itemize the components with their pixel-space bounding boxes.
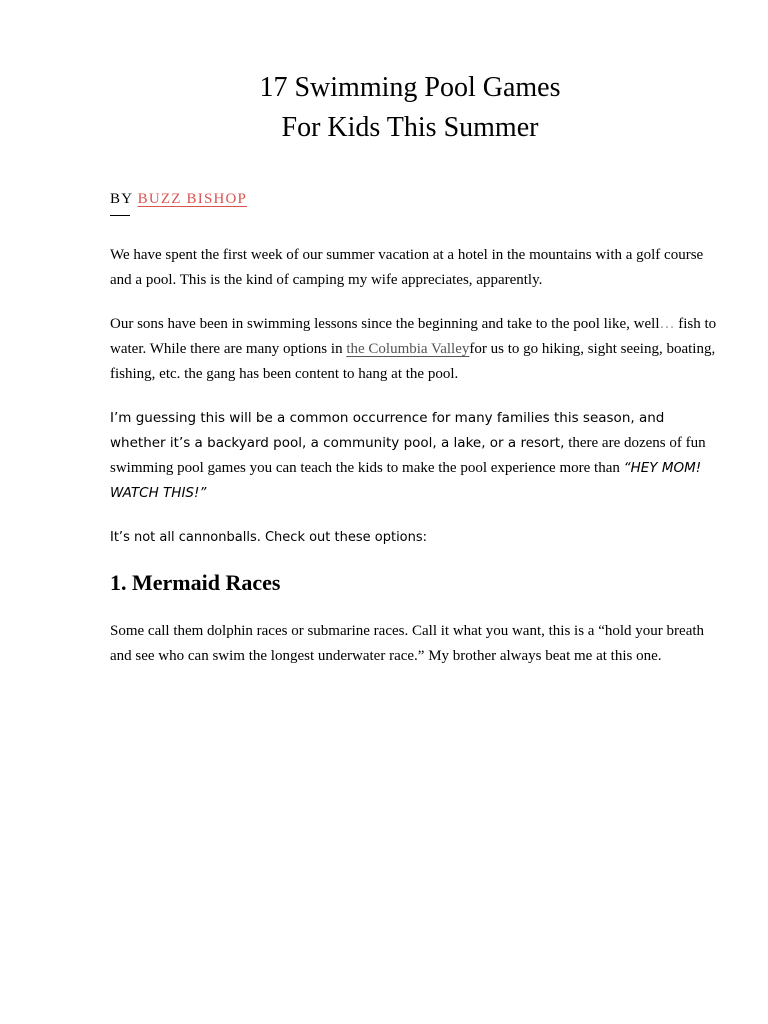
paragraph-sons bbox=[110, 312, 720, 387]
byline-prefix: BY bbox=[110, 191, 133, 207]
hey-mom-quote: “HEY MOM! WATCH THIS!” bbox=[110, 460, 702, 501]
byline bbox=[110, 189, 247, 209]
paragraph-sons-text-2: fish to water. While there are many options in bbox=[110, 316, 717, 357]
ellipsis: … bbox=[659, 316, 675, 332]
section-heading-mermaid-races: 1. Mermaid Races bbox=[110, 570, 281, 595]
author-link[interactable]: BUZZ BISHOP bbox=[137, 191, 248, 207]
paragraph-sons-text-3: for us to go hiking, sight seeing, boating, fishing, etc. the gang has been content to hang at the pool. bbox=[110, 341, 716, 382]
paragraph-intro: We have spent the first week of our summer vacation at a hotel in the mountains with a golf course and a pool. This is the kind of camping my wife appreciates, apparently. bbox=[110, 247, 704, 288]
paragraph-mermaid-races: Some call them dolphin races or submarine races. Call it what you want, this is a “hold your breath and see who can swim the longest underwater race.” My brother always beat me at this one. bbox=[110, 623, 705, 664]
paragraph-families-text-2: there are dozens of fun swimming pool games you can teach the kids to make the pool experience more than bbox=[110, 435, 706, 476]
paragraph-families bbox=[110, 406, 720, 506]
columbia-valley-link[interactable]: the Columbia Valley bbox=[346, 341, 470, 357]
paragraph-options: It’s not all cannonballs. Check out these options: bbox=[110, 530, 428, 545]
paragraph-sons-text-1: Our sons have been in swimming lessons since the beginning and take to the pool like, well bbox=[110, 316, 660, 332]
byline-divider bbox=[110, 215, 130, 216]
article-title bbox=[0, 68, 768, 148]
title-line-1: 17 Swimming Pool Games bbox=[259, 72, 561, 103]
paragraph-families-text-1: I’m guessing this will be a common occurrence for many families this season, and whether it’s a backyard pool, a community pool, a lake, or a resort, bbox=[110, 410, 665, 451]
title-line-2: For Kids This Summer bbox=[281, 112, 539, 143]
